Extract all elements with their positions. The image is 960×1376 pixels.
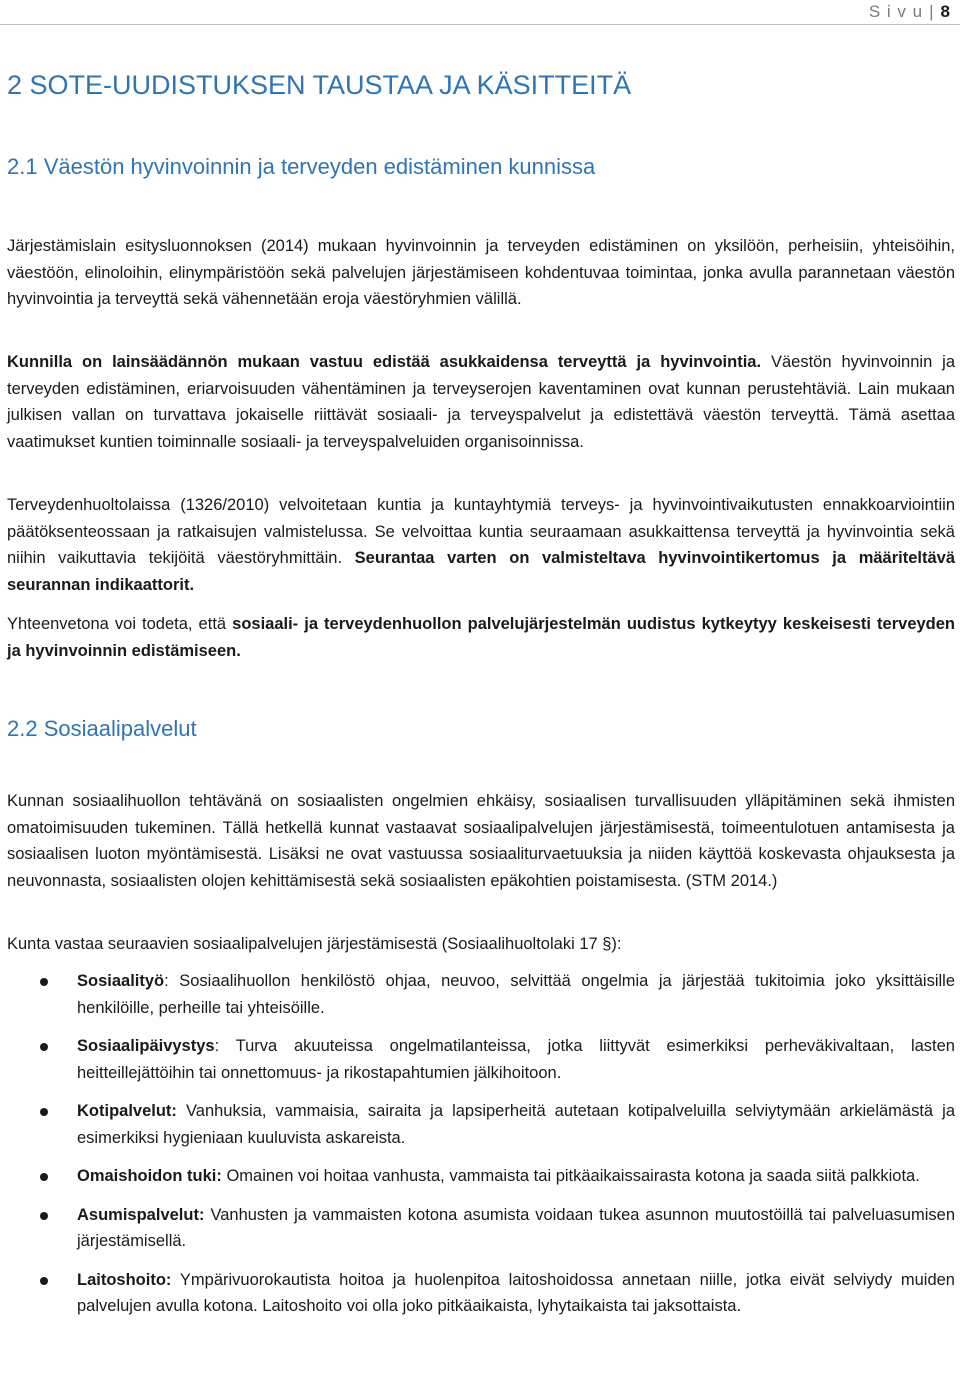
- bullet-icon: [40, 1277, 48, 1285]
- paragraph-sosiaalihuolto: Kunnan sosiaalihuollon tehtävänä on sosiaalisten ongelmien ehkäisy, sosiaalisen turvallisuuden ylläpitäminen sekä ihmisten omatoimisuuden tukeminen. Tällä hetkellä kunnat vastaavat sosiaalipalvelujen järjestämisestä, toimeentulotuen antamisesta ja sosiaalisen luoton myöntämisestä. Lisäksi ne ovat vastuussa sosiaaliturvaetuuksia ja niiden käyttöä koskevasta ohjauksesta ja neuvonnasta, sosiaalisten olojen kehittämisestä sekä sosiaalisten epäkohtien poistamisesta. (STM 2014.): [7, 792, 955, 890]
- subsection-heading-2-2: 2.2 Sosiaalipalvelut: [7, 716, 197, 741]
- paragraph-terveydenhuoltolaki: Terveydenhuoltolaissa (1326/2010) velvoitetaan kuntia ja kuntayhtymiä terveys- ja hyvinvointivaikutusten ennakkoarviointiin päätöksenteossaan ja ratkaisujen valmistelussa. Se velvoittaa kuntia seuraamaan asukkaittensa terveyttä ja hyvinvointia sekä niihin vaikuttavia tekijöitä väestöryhmittäin. Seurantaa varten on valmisteltava hyvinvointikertomus ja määriteltävä seurannan indikaattorit.: [7, 496, 956, 594]
- services-list: [7, 968, 955, 1332]
- bold-statement: Kunnilla on lainsäädännön mukaan vastuu edistää asukkaidensa terveyttä ja hyvinvointia.: [7, 353, 762, 371]
- page-number-label: S i v u | 8: [868, 2, 950, 21]
- list-item: Sosiaalipäivystys: Turva akuuteissa ongelmatilanteissa, jotka liittyvät esimerkiksi perheväkivaltaan, lasten heitteillejättöihin tai onnettomuus- ja rikostapahtumien jälkihoitoon.: [7, 1033, 955, 1086]
- bold-statement: Seurantaa varten on valmisteltava hyvinvointikertomus ja määriteltävä seurannan indikaattorit.: [7, 549, 956, 594]
- bullet-icon: [40, 1043, 48, 1051]
- paragraph-kunta-vastaa: Kunta vastaa seuraavien sosiaalipalvelujen järjestämisestä (Sosiaalihuoltolaki 17 §):: [7, 935, 622, 953]
- bullet-icon: [40, 978, 48, 986]
- bullet-icon: [40, 1212, 48, 1220]
- list-item: Sosiaalityö: Sosiaalihuollon henkilöstö ohjaa, neuvoo, selvittää ongelmia ja järjestää tukitoimia joko yksittäisille henkilöille, perheille tai yhteisöille.: [7, 968, 955, 1021]
- running-label: S i v u: [868, 2, 924, 21]
- list-item: Omaishoidon tuki: Omainen voi hoitaa vanhusta, vammaista tai pitkäaikaissairasta kotona ja saada siitä palkkiota.: [7, 1163, 955, 1190]
- list-item: Kotipalvelut: Vanhuksia, vammaisia, sairaita ja lapsiperheitä autetaan kotipalveluilla selviytymään arkielämästä ja esimerkiksi hygieniaan kuuluvista askareista.: [7, 1098, 955, 1151]
- paragraph-jarjestamislaki: Järjestämislain esitysluonnoksen (2014) mukaan hyvinvoinnin ja terveyden edistäminen on yksilöön, perheisiin, yhteisöihin, väestöön, elinoloihin, elinympäristöön sekä palvelujen järjestämiseen kohdentuvaa toimintaa, jonka avulla parannetaan väestön hyvinvointia ja terveyttä sekä vähennetään eroja väestöryhmien välillä.: [7, 237, 955, 308]
- page-header: [0, 0, 960, 25]
- bullet-icon: [40, 1173, 48, 1181]
- bullet-icon: [40, 1108, 48, 1116]
- paragraph-yhteenveto: Yhteenvetona voi todeta, että sosiaali- ja terveydenhuollon palvelujärjestelmän uudistus kytkeytyy keskeisesti terveyden ja hyvinvoinnin edistämiseen.: [7, 615, 956, 660]
- page-number: 8: [940, 2, 950, 21]
- paragraph-kuntien-vastuu: Kunnilla on lainsäädännön mukaan vastuu edistää asukkaidensa terveyttä ja hyvinvointia. Väestön hyvinvoinnin ja terveyden edistäminen, eriarvoisuuden vähentäminen ja terveyserojen kaventaminen ovat kunnan perustehtäviä. Lain mukaan julkisen vallan on turvattava jokaiselle riittävät sosiaali- ja terveyspalvelut ja edistettävä väestön terveyttä. Tämä asettaa vaatimukset kuntien toiminnalle sosiaali- ja terveyspalveluiden organisoinnissa.: [7, 353, 956, 451]
- section-heading: 2 SOTE-UUDISTUKSEN TAUSTAA JA KÄSITTEITÄ: [7, 70, 632, 100]
- bold-statement: sosiaali- ja terveydenhuollon palvelujärjestelmän uudistus kytkeytyy keskeisesti terveyden ja hyvinvoinnin edistämiseen.: [7, 615, 956, 660]
- list-item: Laitoshoito: Ympärivuorokautista hoitoa ja huolenpitoa laitoshoidossa annetaan niille, jotka eivät selviydy muiden palvelujen avulla kotona. Laitoshoito voi olla joko pitkäaikaista, lyhytaikaista tai jaksottaista.: [7, 1267, 955, 1320]
- subsection-heading-2-1: 2.1 Väestön hyvinvoinnin ja terveyden edistäminen kunnissa: [7, 154, 596, 179]
- list-item: Asumispalvelut: Vanhusten ja vammaisten kotona asumista voidaan tukea asunnon muutostöillä tai palveluasumisen järjestämisellä.: [7, 1202, 955, 1255]
